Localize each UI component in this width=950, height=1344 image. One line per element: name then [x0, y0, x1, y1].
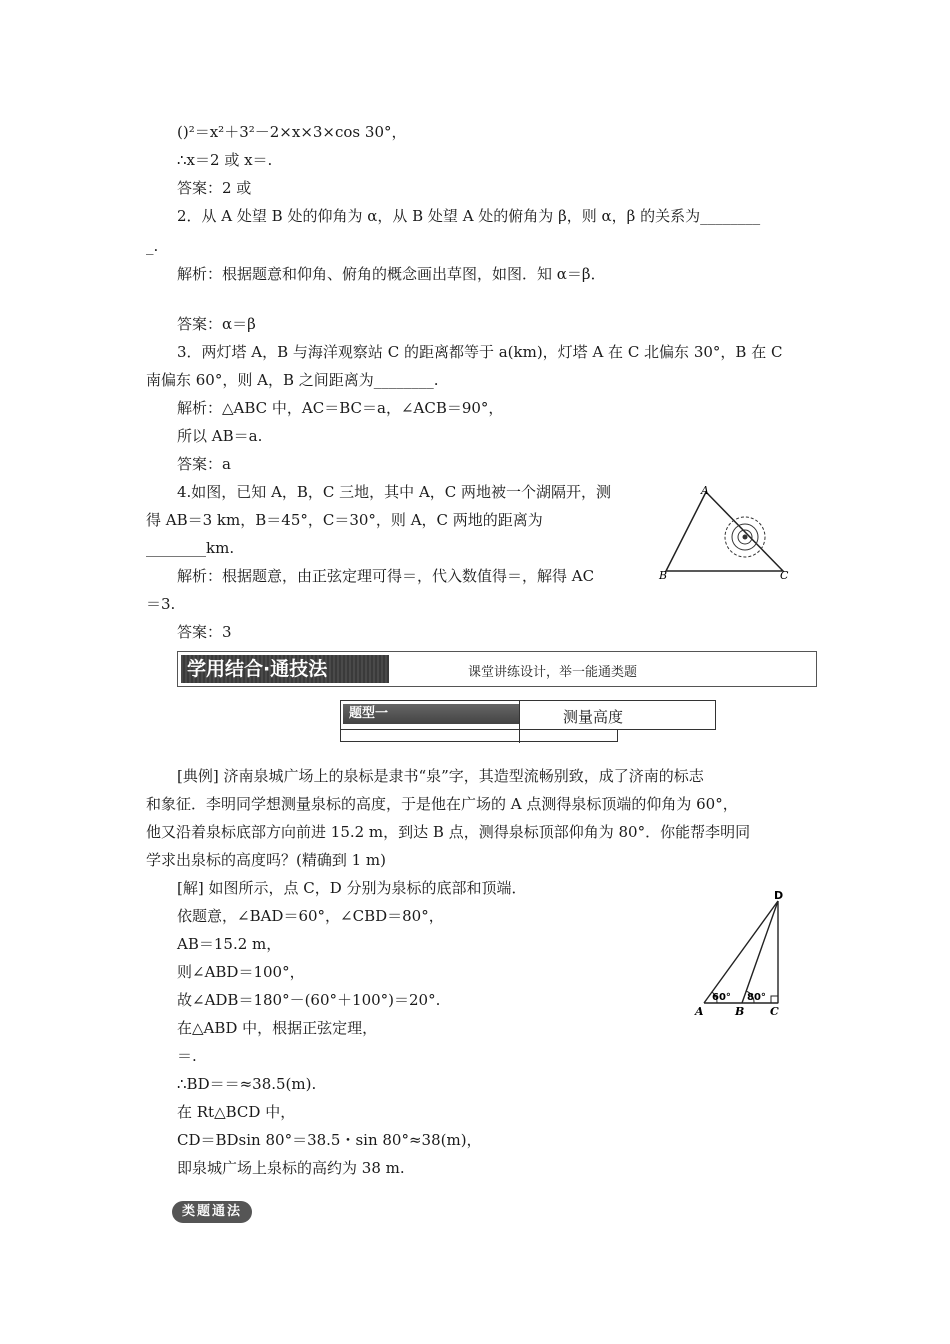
question-type-tag: 题型一 [343, 704, 519, 724]
question-type-box [340, 700, 716, 730]
text-line: 答案：2 或 [177, 179, 252, 197]
text-line: ∴BD＝＝≈38.5(m). [177, 1075, 317, 1093]
text-line: 即泉城广场上泉标的高约为 38 m. [177, 1159, 405, 1177]
lake-triangle-figure [655, 478, 805, 583]
vertex-b-label: B [659, 569, 668, 582]
text-line: ＝. [177, 1047, 197, 1065]
angle-80-label: 80° [747, 992, 766, 1003]
banner-subtitle: 课堂讲练设计，举一能通类题 [468, 665, 638, 680]
text-line: 故∠ADB＝180°－(60°＋100°)＝20°. [177, 991, 441, 1009]
text-line: ＝3. [146, 595, 176, 613]
text-line: 他又沿着泉标底部方向前进 15.2 m，到达 B 点，测得泉标顶部仰角为 80°．你能帮李明同 [146, 823, 751, 841]
text-line: 得 AB＝3 km，B＝45°，C＝30°，则 A，C 两地的距离为 [146, 511, 543, 529]
vertex-a-label: A [701, 484, 709, 497]
text-line: 答案：a [177, 455, 231, 473]
text-line: 学求出泉标的高度吗？(精确到 1 m) [146, 851, 387, 869]
text-line: 4.如图，已知 A，B，C 三地，其中 A，C 两地被一个湖隔开，测 [177, 483, 612, 501]
text-line: ∴x＝2 或 x＝. [177, 151, 273, 169]
text-line: 依题意，∠BAD＝60°，∠CBD＝80°， [177, 907, 444, 925]
text-line: 在△ABD 中，根据正弦定理， [177, 1019, 378, 1037]
divider [340, 729, 618, 742]
vertex-c-label: C [780, 569, 789, 582]
text-line: ()²＝x²＋3²－2×x×3×cos 30°， [177, 123, 407, 141]
text-line: 南偏东 60°，则 A，B 之间距离为________. [146, 371, 439, 389]
section-banner [177, 651, 817, 687]
text-line: 答案：3 [177, 623, 232, 641]
text-line: [典例] 济南泉城广场上的泉标是隶书“泉”字，其造型流畅别致，成了济南的标志 [177, 767, 704, 785]
vertex-d-label: D [774, 889, 784, 902]
vertex-c-label: C [770, 1005, 779, 1018]
text-line: AB＝15.2 m， [177, 935, 282, 953]
tower-height-figure [690, 885, 790, 1020]
text-line: 在 Rt△BCD 中， [177, 1103, 296, 1121]
text-line: 解析：△ABC 中，AC＝BC＝a，∠ACB＝90°， [177, 399, 504, 417]
vertex-a-label: A [695, 1005, 704, 1018]
method-badge: 类题通法 [172, 1201, 252, 1223]
text-line: 解析：根据题意和仰角、俯角的概念画出草图，如图．知 α＝β． [177, 265, 606, 283]
text-line: 和象征．李明同学想测量泉标的高度，于是他在广场的 A 点测得泉标顶端的仰角为 60°， [146, 795, 738, 813]
text-line: CD＝BDsin 80°＝38.5・sin 80°≈38(m)， [177, 1131, 482, 1149]
text-line: 答案：α＝β [177, 315, 256, 333]
text-line: ________km. [146, 539, 235, 557]
text-line: 则∠ABD＝100°， [177, 963, 305, 981]
text-line: [解] 如图所示，点 C，D 分别为泉标的底部和顶端． [177, 879, 527, 897]
banner-title: 学用结合·通技法 [181, 655, 389, 683]
vertex-b-label: B [735, 1005, 745, 1018]
text-line: 解析：根据题意，由正弦定理可得＝，代入数值得＝，解得 AC [177, 567, 595, 585]
text-line: 2．从 A 处望 B 处的仰角为 α，从 B 处望 A 处的俯角为 β，则 α，β 的关系为________ [177, 207, 761, 225]
text-line: 3．两灯塔 A，B 与海洋观察站 C 的距离都等于 a(km)，灯塔 A 在 C 北偏东 30°，B 在 C [177, 343, 783, 361]
angle-60-label: 60° [712, 992, 731, 1003]
text-line: 所以 AB＝a. [177, 427, 263, 445]
text-line: _. [146, 237, 159, 255]
question-type-label: 测量高度 [563, 708, 624, 726]
